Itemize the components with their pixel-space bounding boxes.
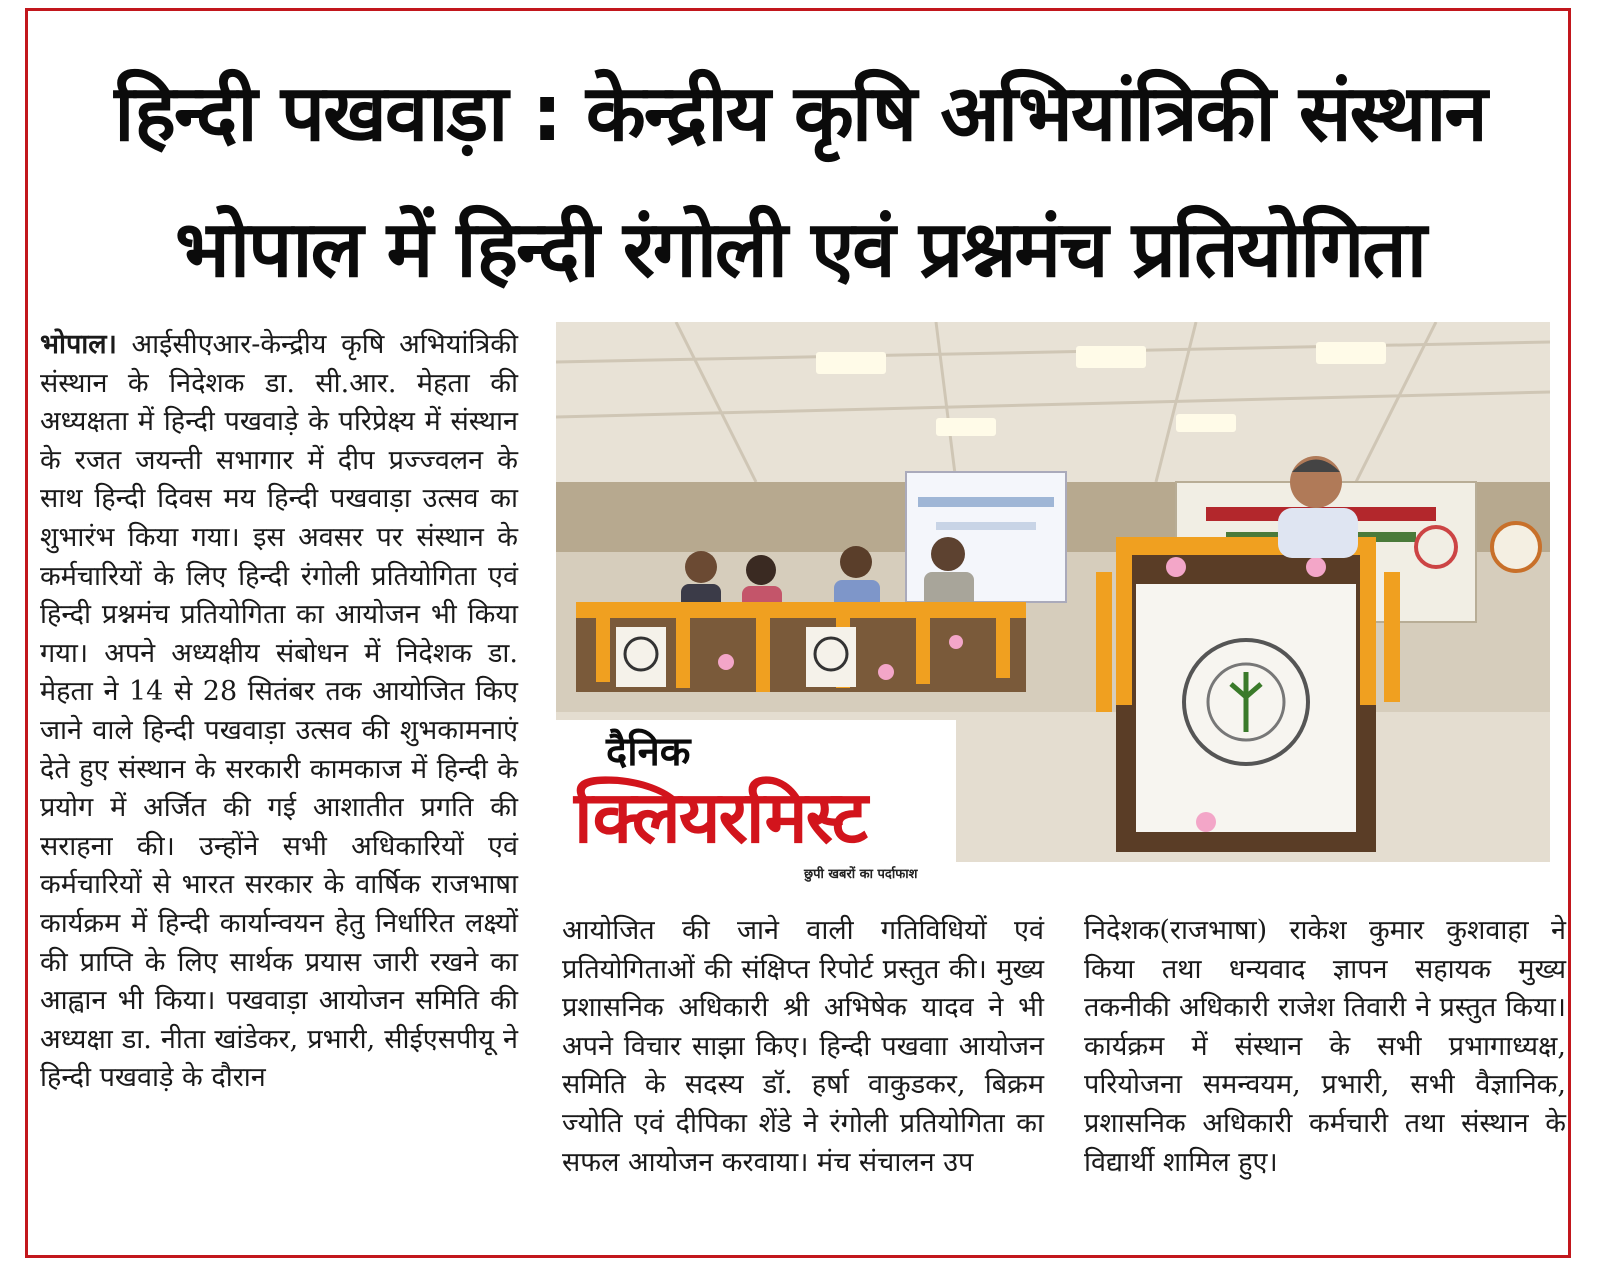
headline-line-1: हिन्दी पखवाड़ा : केन्द्रीय कृषि अभियांत्रिकी संस्थान — [114, 69, 1486, 159]
masthead-title: क्लियरमिस्ट — [574, 775, 866, 859]
column-3-text: निदेशक(राजभाषा) राकेश कुमार कुशवाहा ने किया तथा धन्यवाद ज्ञापन सहायक मुख्य तकनीकी अधिकारी राजेश तिवारी ने प्रस्तुत किया। कार्यक्रम में संस्थान के सभी प्रभागाध्यक्ष, परियोजना समन्वयम, प्रभारी, सभी वैज्ञानिक, प्रशासनिक अधिकारी कर्मचारी तथा संस्थान के विद्यार्थी शामिल हुए। — [1084, 915, 1566, 1178]
masthead-prefix: दैनिक — [606, 729, 691, 775]
column-2-text: आयोजित की जाने वाली गतिविधियों एवं प्रतियोगिताओं की संक्षिप्त रिपोर्ट प्रस्तुत की। मुख्य प्रशासनिक अधिकारी श्री अभिषेक यादव ने भी अपने विचार साझा किए। हिन्दी पखवाा आयोजन समिति के सदस्य डॉ. हर्षा वाकुडकर, बिक्रम ज्योति एवं दीपिका शेंडे ने रंगोली प्रतियोगिता का सफल आयोजन करवाया। मंच संचालन उप — [562, 915, 1044, 1178]
article-column-1 — [40, 326, 518, 1098]
masthead-tagline: छुपी खबरों का पर्दाफाश — [804, 867, 918, 882]
newspaper-masthead — [556, 720, 956, 862]
article-column-2 — [562, 912, 1044, 1182]
column-1-text: आईसीएआर-केन्द्रीय कृषि अभियांत्रिकी संस्थान के निदेशक डा. सी.आर. मेहता की अध्यक्षता में हिन्दी पखवाड़े के परिप्रेक्ष्य में संस्थान के रजत जयन्ती सभागार में दीप प्रज्ज्वलन के साथ हिन्दी दिवस मय हिन्दी पखवाड़ा उत्सव का शुभारंभ किया गया। इस अवसर पर संस्थान के कर्मचारियों के लिए हिन्दी रंगोली प्रतियोगिता एवं हिन्दी प्रश्नमंच प्रतियोगिता का आयोजन भी किया गया। अपने अध्यक्षीय संबोधन में निदेशक डा. मेहता ने 14 से 28 सितंबर तक आयोजित किए जाने वाले हिन्दी पखवाड़ा उत्सव की शुभकामनाएं देते हुए संस्थान के सरकारी कामकाज में हिन्दी के प्रयोग में अर्जित की गई आशातीत प्रगति की सराहना की। उन्होंने सभी अधिकारियों एवं कर्मचारियों से भारत सरकार के वार्षिक राजभाषा कार्यक्रम में हिन्दी कार्यान्वयन हेतु निर्धारित लक्ष्यों की प्राप्ति के लिए सार्थक प्रयास जारी रखने का आह्वान भी किया। पखवाड़ा आयोजन समिति की अध्यक्षा डा. नीता खांडेकर, प्रभारी, सीईएसपीयू ने हिन्दी पखवाड़े के दौरान — [40, 329, 518, 1094]
article-column-3 — [1084, 912, 1566, 1182]
dateline: भोपाल। — [40, 329, 117, 360]
headline-line-2: भोपाल में हिन्दी रंगोली एवं प्रश्नमंच प्रतियोगिता — [175, 205, 1425, 295]
